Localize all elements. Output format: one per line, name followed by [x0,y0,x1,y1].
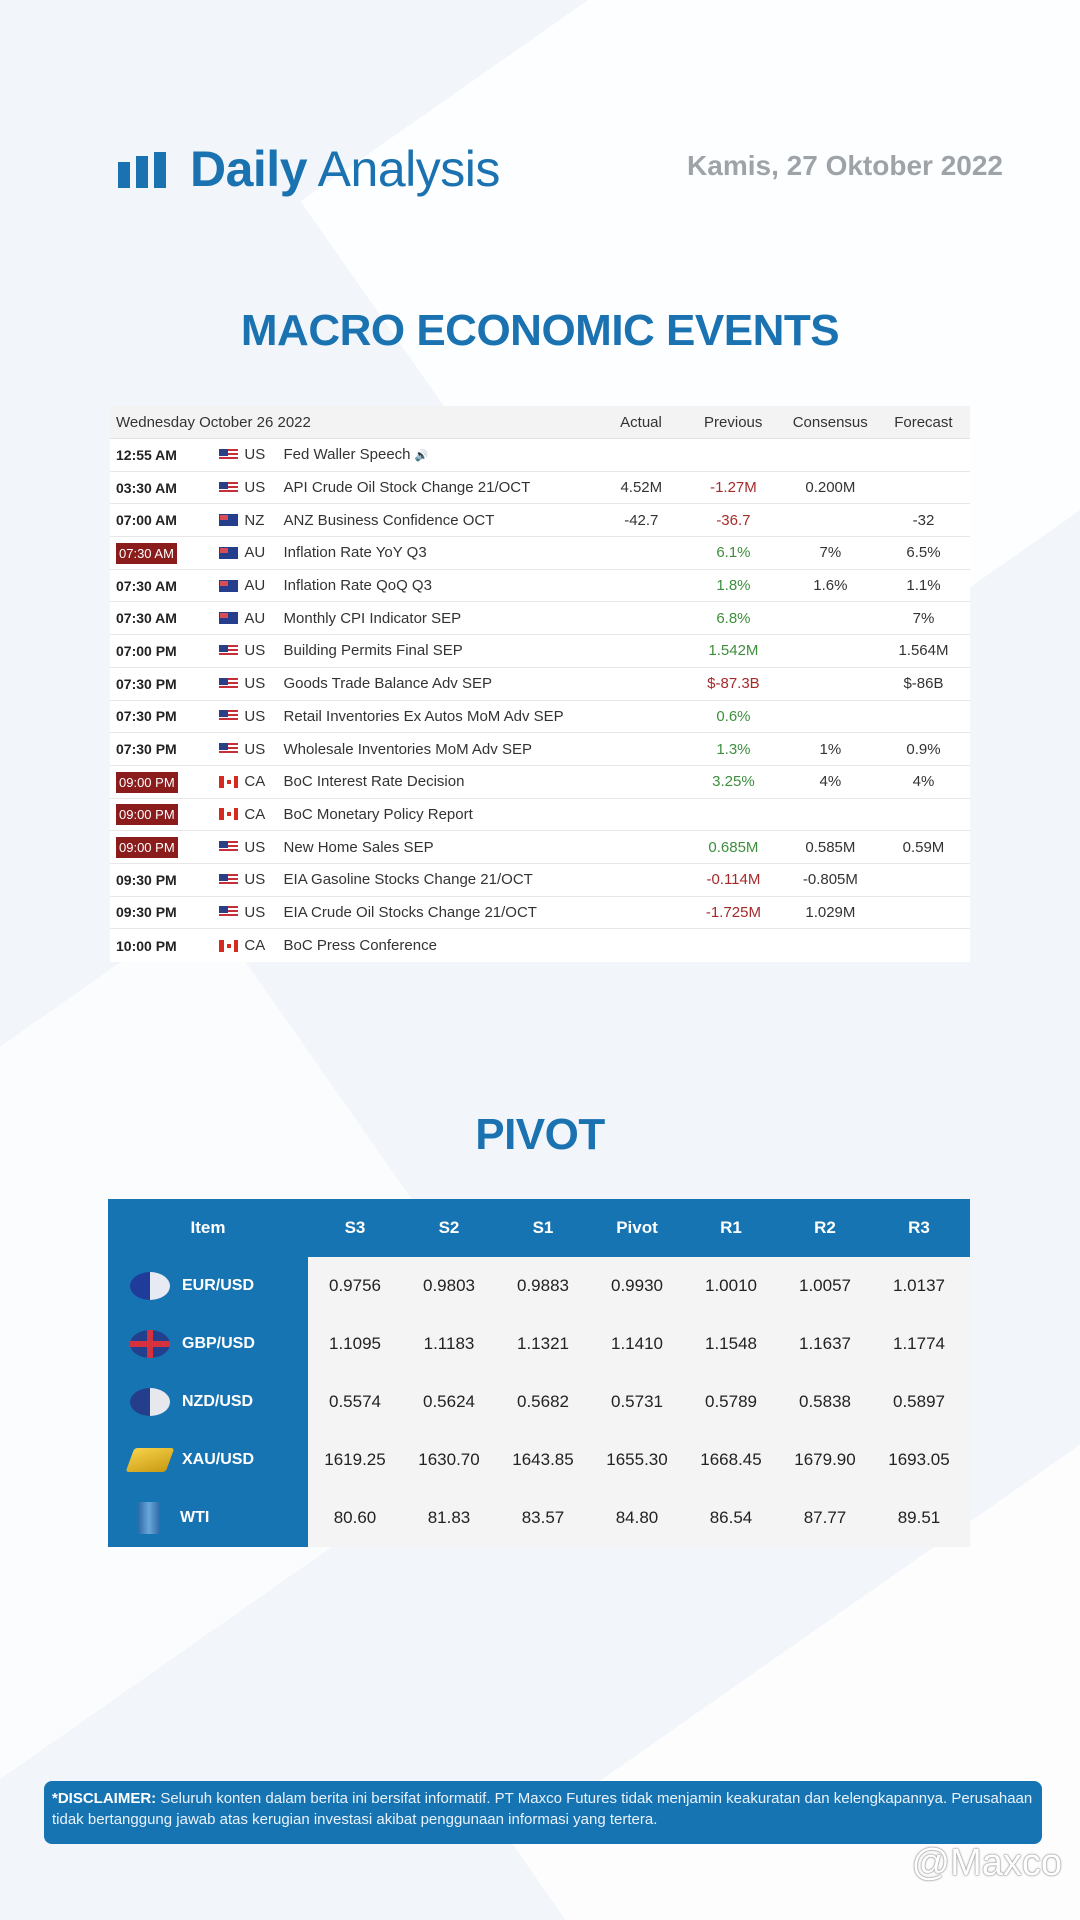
pivot-row [108,1315,970,1373]
us-flag-icon [219,841,238,853]
event-time-text: 07:30 PM [116,708,177,725]
event-consensus: 0.585M [805,838,856,856]
event-time [110,741,213,757]
event-forecast: 0.59M [902,838,945,856]
disclaimer [44,1781,1042,1844]
event-time [110,904,213,920]
ca-flag-icon [219,940,238,952]
table-row [110,635,970,668]
event-previous: 3.25% [712,773,755,791]
au-flag-icon [219,580,238,592]
event-name-text: EIA Crude Oil Stocks Change 21/OCT [283,903,537,921]
event-time-text: 09:00 PM [116,804,178,825]
event-time-text: 12:55 AM [116,446,177,463]
event-name-text: BoC Interest Rate Decision [283,773,465,791]
event-name-text: Goods Trade Balance Adv SEP [283,675,492,693]
event-country: AU [244,609,266,627]
event-name [272,610,600,627]
event-country: US [244,903,266,921]
pivot-row [108,1431,970,1489]
pivot-item-label: NZD/USD [182,1393,254,1410]
nz-flag-icon [219,514,238,526]
table-row [110,733,970,766]
event-time-text: 07:30 AM [116,577,177,594]
macro-events-table [110,406,970,962]
event-time [110,708,213,724]
eur-usd-flag-icon [130,1272,170,1300]
event-country: US [244,838,266,856]
event-forecast: 6.5% [906,544,941,562]
pivot-item-label: GBP/USD [182,1335,255,1352]
table-row [110,929,970,962]
event-name-text: BoC Monetary Policy Report [283,805,473,823]
ca-flag-icon [219,776,238,788]
pivot-table-body [108,1257,970,1547]
event-time-text: 07:30 AM [116,610,177,627]
pivot-item [108,1489,308,1547]
event-time [110,872,213,888]
disclaimer-lead: *DISCLAIMER: [52,1790,157,1807]
event-consensus: 1.029M [805,903,856,921]
pivot-item-label: XAU/USD [182,1451,255,1468]
pivot-value: 1.1183 [423,1334,475,1353]
event-time-text: 09:30 PM [116,904,177,921]
nzd-usd-flag-icon [130,1388,170,1416]
pivot-column-header: R1 [720,1218,742,1237]
pivot-item [108,1373,308,1431]
au-flag-icon [219,612,238,624]
event-name [272,708,600,725]
event-time [110,512,213,528]
event-consensus: -0.805M [802,871,858,889]
event-previous: 6.1% [716,544,751,562]
event-name [272,773,600,790]
event-name-text: Fed Waller Speech [283,446,411,464]
pivot-table-header [108,1199,970,1257]
event-forecast: -32 [912,511,935,529]
pivot-row [108,1489,970,1547]
table-row [110,897,970,930]
event-country: US [244,707,266,725]
event-time [110,545,213,561]
pivot-value: 1.1410 [611,1334,663,1353]
watermark: @Maxco [911,1842,1062,1884]
table-row [110,602,970,635]
pivot-item [108,1315,308,1373]
pivot-value: 1655.30 [606,1450,668,1469]
us-flag-icon [219,874,238,886]
pivot-value: 1.1321 [517,1334,569,1353]
pivot-item-label: WTI [180,1509,210,1526]
event-time-text: 07:00 PM [116,642,177,659]
pivot-value: 1679.90 [794,1450,856,1469]
table-row [110,701,970,734]
pivot-title: PIVOT [475,1110,605,1159]
us-flag-icon [219,482,238,494]
event-previous: -0.114M [706,871,761,889]
event-time-text: 09:00 PM [116,772,178,793]
pivot-value: 87.77 [803,1508,847,1527]
header-previous: Previous [704,413,763,431]
table-row [110,766,970,799]
event-forecast: 7% [912,609,935,627]
event-consensus: 0.200M [805,479,856,497]
header-actual: Actual [620,413,662,431]
event-time-text: 07:30 AM [116,543,177,564]
us-flag-icon [219,678,238,690]
pivot-column-header: R2 [814,1218,836,1237]
us-flag-icon [219,449,238,461]
oil-barrel-icon [138,1502,160,1534]
event-name [272,512,600,529]
event-time-text: 03:30 AM [116,479,177,496]
event-country: CA [244,805,266,823]
pivot-value: 0.5574 [329,1392,381,1411]
gold-bars-icon [126,1448,175,1472]
pivot-value: 1619.25 [324,1450,386,1469]
logo-text [190,140,500,198]
header-forecast: Forecast [894,413,953,431]
pivot-value: 86.54 [709,1508,753,1527]
pivot-column-header: Pivot [616,1218,658,1237]
pivot-value: 1.0057 [799,1276,851,1295]
event-time [110,839,213,855]
event-country: CA [244,773,266,791]
event-forecast: 1.1% [906,577,941,595]
pivot-value: 1668.45 [700,1450,762,1469]
event-time-text: 07:30 PM [116,675,177,692]
pivot-column-header: S3 [344,1218,366,1237]
pivot-value: 1.0010 [705,1276,757,1295]
logo-bold: Daily [190,141,308,197]
event-name-text: API Crude Oil Stock Change 21/OCT [283,479,531,497]
table-row [110,668,970,701]
pivot-value: 0.5624 [423,1392,475,1411]
event-name-text: EIA Gasoline Stocks Change 21/OCT [283,871,533,889]
pivot-value: 0.5731 [611,1392,663,1411]
pivot-value: 89.51 [897,1508,941,1527]
speaker-icon: 🔊 [414,450,429,463]
table-row [110,831,970,864]
event-time [110,774,213,790]
event-country: US [244,446,266,464]
table-row [110,537,970,570]
table-row [110,570,970,603]
event-country: US [244,642,266,660]
au-flag-icon [219,547,238,559]
pivot-value: 83.57 [521,1508,565,1527]
pivot-value: 1.0137 [893,1276,945,1295]
event-time [110,938,213,954]
event-time-text: 09:00 PM [116,837,178,858]
macro-title: MACRO ECONOMIC EVENTS [240,306,840,355]
event-name [272,446,600,463]
event-consensus: 1% [819,740,842,758]
pivot-value: 0.9756 [329,1276,381,1295]
report-date: Kamis, 27 Oktober 2022 [687,150,1003,181]
pivot-column-header: Item [190,1218,226,1237]
event-time [110,676,213,692]
event-name [272,937,600,954]
header [118,140,1003,200]
pivot-value: 1.1774 [893,1334,945,1353]
event-forecast: $-86B [903,675,944,693]
pivot-value: 1630.70 [418,1450,480,1469]
pivot-value: 0.9883 [517,1276,569,1295]
event-previous: 1.542M [708,642,759,660]
logo-light: Analysis [317,141,500,197]
event-name-text: Retail Inventories Ex Autos MoM Adv SEP [283,707,564,725]
event-country: US [244,675,266,693]
table-row [110,864,970,897]
pivot-column-header: S1 [532,1218,554,1237]
pivot-value: 1.1548 [705,1334,757,1353]
event-country: AU [244,544,266,562]
table-row [110,472,970,505]
pivot-value: 84.80 [615,1508,659,1527]
macro-table-header [110,406,970,439]
event-time-text: 10:00 PM [116,937,177,954]
event-time [110,480,213,496]
pivot-value: 0.5897 [893,1392,945,1411]
event-time [110,643,213,659]
pivot-column-header: R3 [908,1218,930,1237]
event-name [272,871,600,888]
pivot-value: 0.9803 [423,1276,475,1295]
pivot-value: 1.1637 [799,1334,851,1353]
event-name-text: Monthly CPI Indicator SEP [283,609,462,627]
event-forecast: 0.9% [906,740,941,758]
event-country: CA [244,937,266,955]
event-name-text: ANZ Business Confidence OCT [283,511,495,529]
event-previous: 6.8% [716,609,751,627]
pivot-value: 0.5682 [517,1392,569,1411]
event-forecast: 4% [912,773,935,791]
us-flag-icon [219,710,238,722]
pivot-value: 0.9930 [611,1276,663,1295]
event-country: AU [244,577,266,595]
pivot-item-label: EUR/USD [182,1277,255,1294]
pivot-value: 0.5789 [705,1392,757,1411]
event-previous: 1.8% [716,577,751,595]
event-name [272,741,600,758]
event-time [110,447,213,463]
event-previous: -1.725M [705,903,761,921]
event-time-text: 07:00 AM [116,512,177,529]
event-time-text: 07:30 PM [116,741,177,758]
event-previous: 1.3% [716,740,751,758]
event-actual: -42.7 [624,511,659,529]
event-actual: 4.52M [620,479,663,497]
pivot-value: 1693.05 [888,1450,950,1469]
event-time [110,610,213,626]
event-country: US [244,479,266,497]
pivot-item [108,1257,308,1315]
event-time [110,806,213,822]
header-consensus: Consensus [792,413,868,431]
event-name [272,904,600,921]
pivot-row [108,1257,970,1315]
event-country: US [244,871,266,889]
event-time [110,578,213,594]
pivot-value: 1643.85 [512,1450,574,1469]
event-country: NZ [244,511,265,529]
event-name-text: Building Permits Final SEP [283,642,463,660]
event-name-text: BoC Press Conference [283,937,437,955]
ca-flag-icon [219,808,238,820]
event-name [272,577,600,594]
event-consensus: 7% [819,544,842,562]
event-country: US [244,740,266,758]
pivot-value: 0.5838 [799,1392,851,1411]
pivot-value: 81.83 [427,1508,471,1527]
event-time-text: 09:30 PM [116,871,177,888]
bar-chart-logo-icon [118,152,170,188]
event-name-text: Inflation Rate YoY Q3 [283,544,427,562]
event-name-text: New Home Sales SEP [283,838,434,856]
event-previous: 0.685M [708,838,759,856]
disclaimer-text: Seluruh konten dalam berita ini bersifat informatif. PT Maxco Futures tidak menjamin keakuratan dan kelengkapannya. Perusahaan tidak bertanggung jawab atas kerugian investasi akibat penggunaan informasi yang tertera. [52,1790,1033,1828]
table-row [110,439,970,472]
event-previous: $-87.3B [707,675,760,693]
pivot-item [108,1431,308,1489]
event-forecast: 1.564M [898,642,949,660]
gbp-usd-flag-icon [130,1330,170,1358]
pivot-column-header: S2 [438,1218,460,1237]
pivot-value: 80.60 [333,1508,377,1527]
us-flag-icon [219,645,238,657]
event-name [272,642,600,659]
event-name [272,675,600,692]
us-flag-icon [219,906,238,918]
header-date: Wednesday October 26 2022 [116,413,311,431]
event-name-text: Wholesale Inventories MoM Adv SEP [283,740,532,758]
pivot-row [108,1373,970,1431]
pivot-value: 1.1095 [329,1334,381,1353]
event-consensus: 4% [819,773,842,791]
event-name [272,544,600,561]
event-previous: -1.27M [710,479,757,497]
event-name [272,806,600,823]
event-name-text: Inflation Rate QoQ Q3 [283,577,432,595]
table-row [110,799,970,832]
event-name [272,479,600,496]
table-row [110,504,970,537]
macro-table-body [110,439,970,962]
event-previous: 0.6% [716,707,751,725]
pivot-table [108,1199,970,1547]
event-consensus: 1.6% [813,577,848,595]
us-flag-icon [219,743,238,755]
event-name [272,839,600,856]
event-previous: -36.7 [716,511,751,529]
